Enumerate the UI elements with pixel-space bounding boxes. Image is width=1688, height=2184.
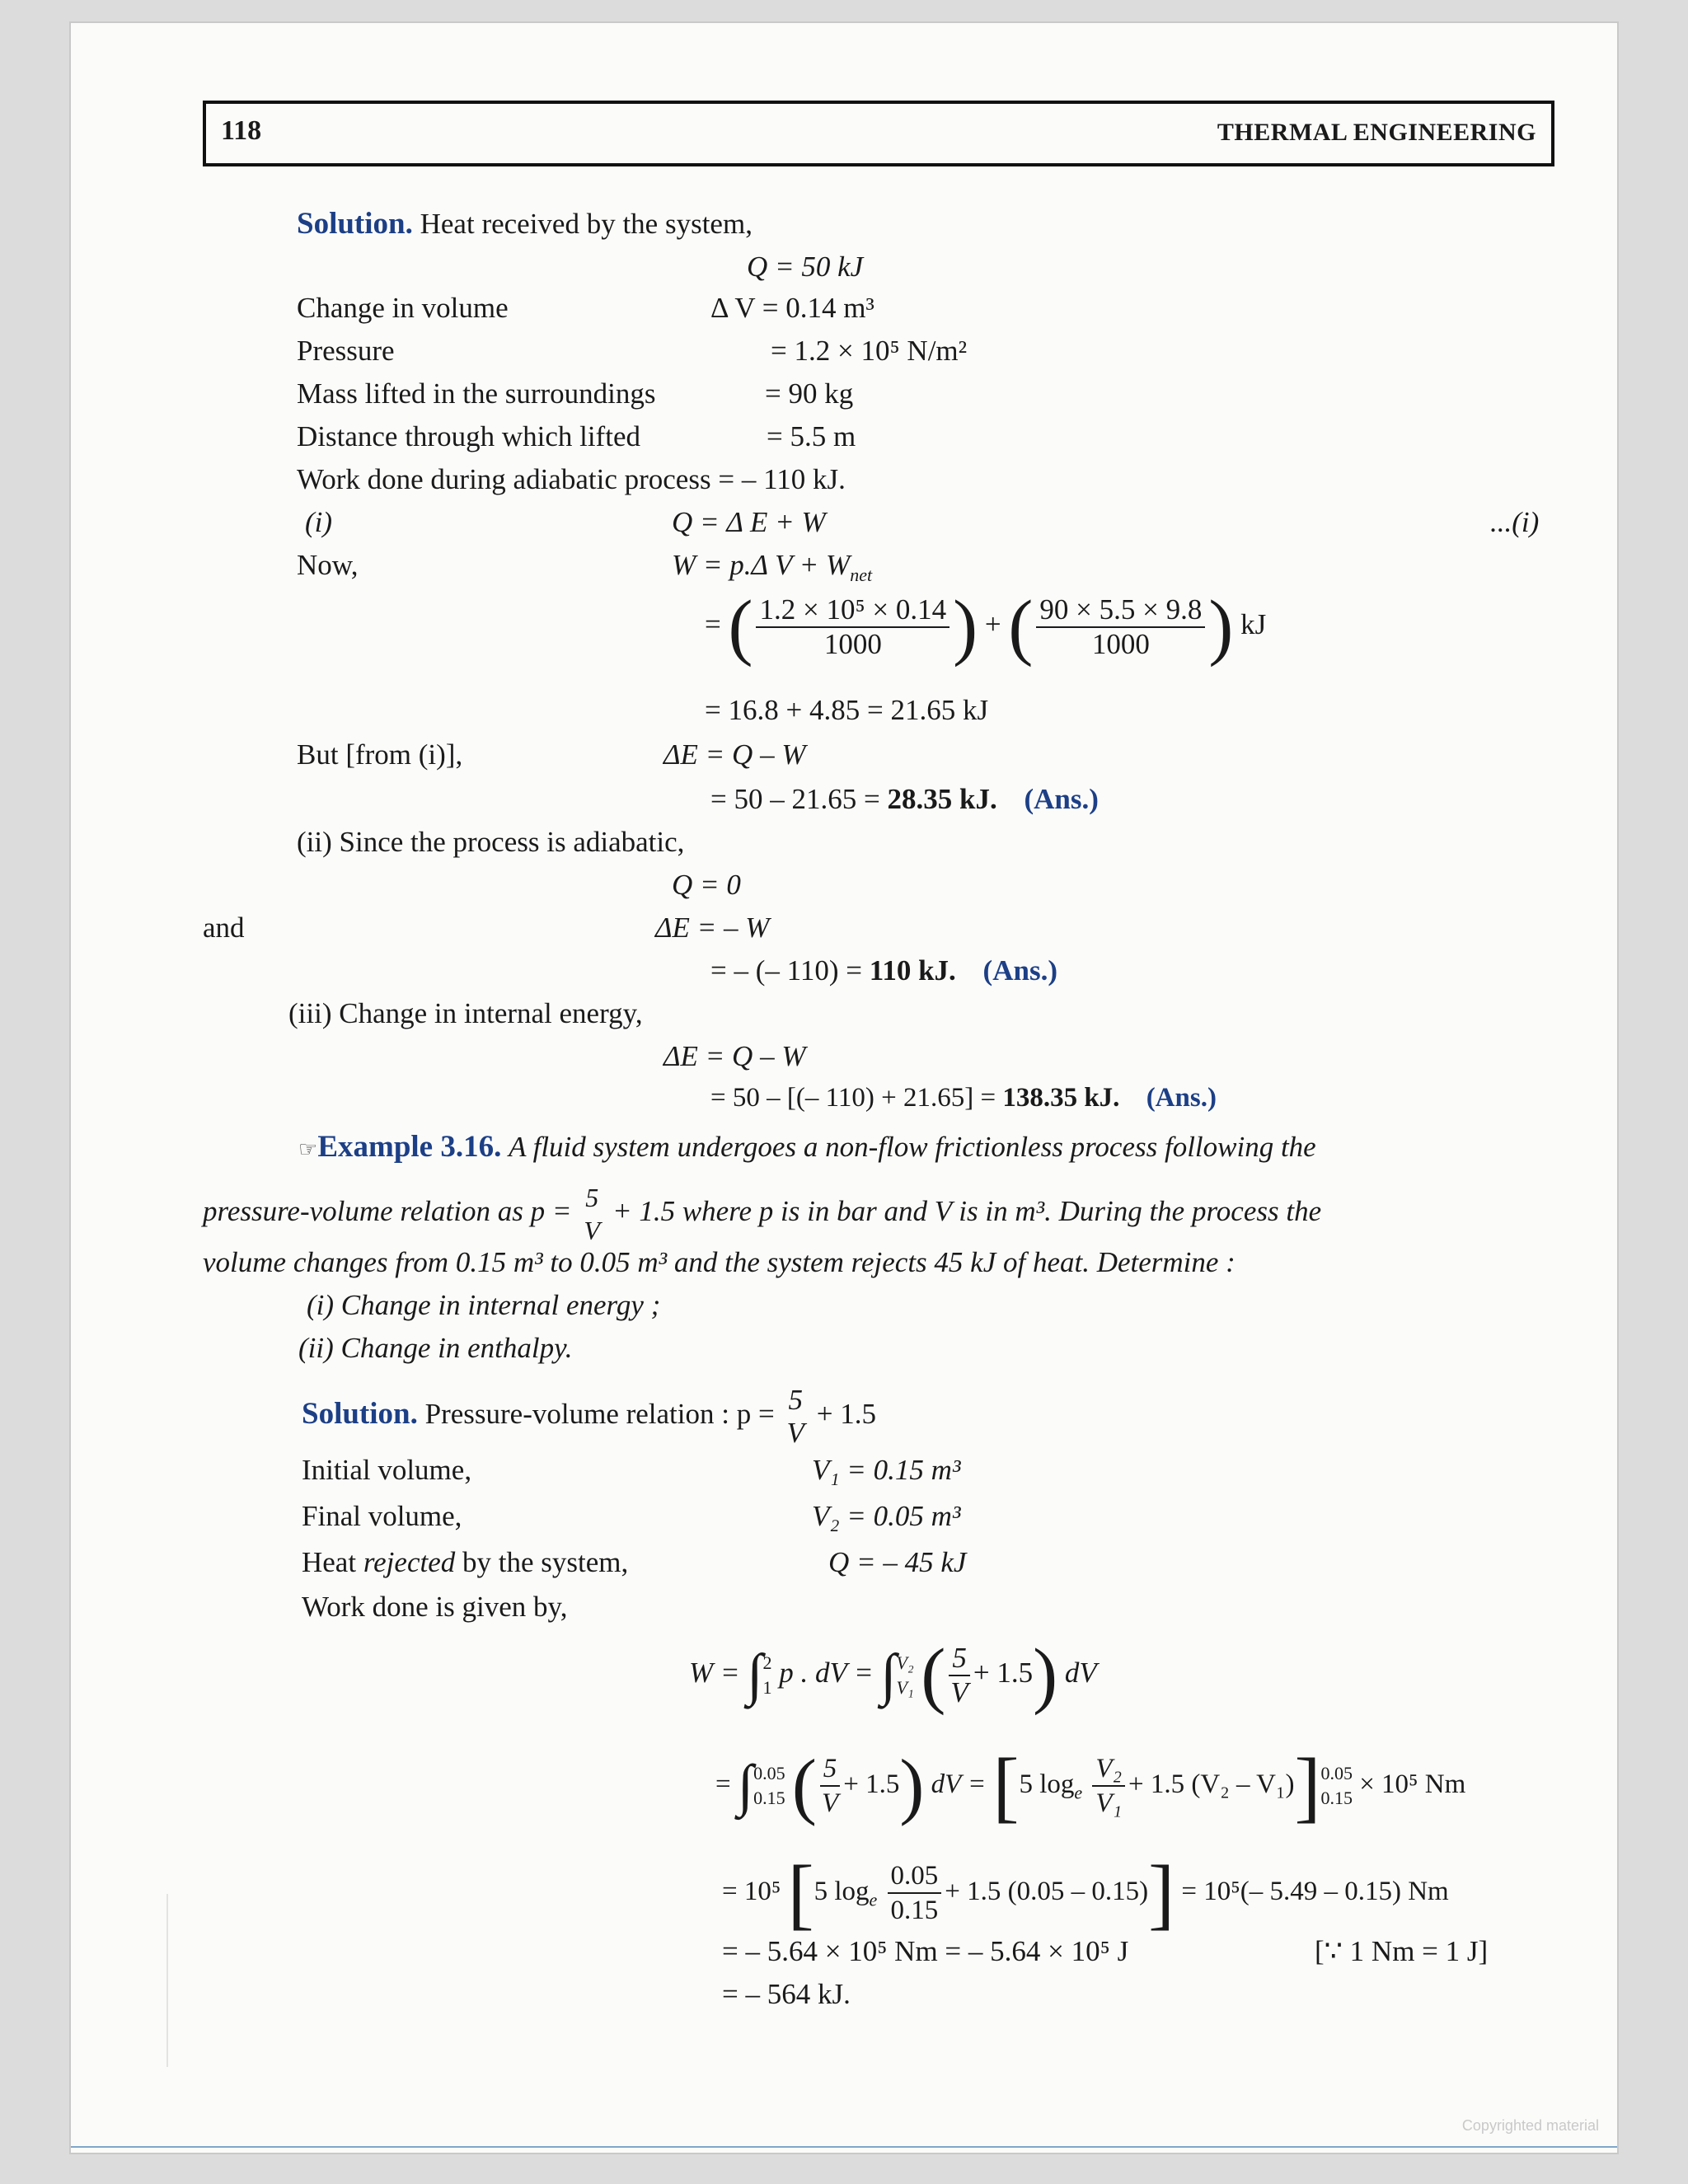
running-header bbox=[203, 101, 1554, 166]
part-i-label: (i) bbox=[305, 506, 333, 538]
answer-value: 28.35 kJ. bbox=[887, 783, 997, 815]
delta-e-result-line: = 50 – 21.65 = 28.35 kJ. (Ans.) bbox=[710, 783, 1099, 815]
now-label: Now, bbox=[297, 549, 359, 581]
w-net-subscript: net bbox=[850, 565, 873, 585]
w-result: = 16.8 + 4.85 = 21.65 kJ bbox=[705, 694, 989, 726]
initial-volume-label: Initial volume, bbox=[302, 1454, 472, 1486]
page-bottom-rule bbox=[71, 2146, 1617, 2148]
intro-text: Heat received by the system, bbox=[420, 208, 753, 240]
q-zero: Q = 0 bbox=[672, 869, 741, 901]
delta-e-ii-result-line: = – (– 110) = 110 kJ. (Ans.) bbox=[710, 954, 1057, 987]
pointing-hand-icon: ☞ bbox=[298, 1137, 318, 1161]
initial-volume-value: V₁ = 0.15 m³ bbox=[812, 1454, 961, 1486]
delta-e-ii-equation: ΔE = – W bbox=[655, 912, 770, 944]
page-margin-mark bbox=[166, 1894, 168, 2067]
example-item-2: (ii) Change in enthalpy. bbox=[298, 1332, 573, 1364]
q-equation: Q = 50 kJ bbox=[747, 251, 864, 283]
watermark: Copyrighted material bbox=[1461, 2117, 1599, 2134]
distance-label: Distance through which lifted bbox=[297, 420, 640, 452]
and-label: and bbox=[203, 912, 245, 944]
work-result-line: = – 5.64 × 10⁵ Nm = – 5.64 × 10⁵ J bbox=[722, 1935, 1129, 1967]
but-label: But [from (i)], bbox=[297, 738, 463, 771]
fraction-2: $\frac{90 \times 5.5 \times 9.8}{1000}$ bbox=[1036, 593, 1205, 661]
part-i-equation: Q = Δ E + W bbox=[672, 506, 826, 538]
solution-2-intro: Solution. Pressure-volume relation : p = 5 V + 1.5 bbox=[302, 1383, 876, 1449]
mass-value: = 90 kg bbox=[765, 377, 854, 410]
part-iii-line: (iii) Change in internal energy, bbox=[288, 997, 643, 1029]
delta-e-equation: ΔE = Q – W bbox=[663, 738, 806, 771]
equation-ref: ...(i) bbox=[1490, 506, 1540, 538]
work-integral-evaluated: = ∫ 0.05 0.15 ( $\frac{5}{V}$ + 1.5) dV = [5 $\log_e$ $\frac{\text{V₂}}{\text{V₁}}$ + 1.5 (V₂ – V₁)] 0.05 0.15 × 10⁵ Nm bbox=[715, 1741, 1466, 1830]
example-text-line-1: A fluid system undergoes a non-flow frictionless process following the bbox=[509, 1131, 1316, 1163]
part-ii-line: (ii) Since the process is adiabatic, bbox=[297, 826, 685, 858]
example-text-line-2: pressure-volume relation as p = 5 V + 1.5 where p is in bar and V is in m³. During the process the bbox=[203, 1182, 1322, 1245]
heat-rejected-label: Heat rejected by the system, bbox=[302, 1546, 629, 1578]
w-fraction-expression: = ( $\frac{\text{1.2 × 10⁵ × 0.14}}{1000}$ ) + ( $\frac{90 \times 5.5 \times 9.8}{1000}$ ) kJ bbox=[705, 585, 1267, 668]
solution-label: Solution. bbox=[302, 1397, 418, 1431]
answer-value: 110 kJ. bbox=[869, 954, 956, 987]
solution-label: Solution. bbox=[297, 207, 413, 241]
heat-rejected-value: Q = – 45 kJ bbox=[828, 1546, 967, 1578]
solution-1-intro bbox=[297, 206, 753, 242]
relation-fraction: 5 V bbox=[786, 1383, 804, 1449]
integral-sign: ∫ bbox=[880, 1643, 897, 1707]
volume-label: Change in volume bbox=[297, 292, 509, 324]
distance-value: = 5.5 m bbox=[767, 420, 856, 452]
page-number: 118 bbox=[221, 115, 262, 146]
final-volume-value: V₂ = 0.05 m³ bbox=[812, 1500, 961, 1532]
fraction-1: $\frac{\text{1.2 × 10⁵ × 0.14}}{1000}$ bbox=[756, 593, 950, 661]
w-equation: W = p.Δ $V + W_{net}$ bbox=[672, 549, 873, 585]
example-heading-line bbox=[298, 1129, 1316, 1168]
pressure-label: Pressure bbox=[297, 335, 395, 367]
delta-e-iii-equation: ΔE = Q – W bbox=[663, 1040, 806, 1072]
answer-label: (Ans.) bbox=[982, 954, 1057, 987]
unit-note: [∵ 1 Nm = 1 J] bbox=[1315, 1935, 1489, 1967]
final-volume-label: Final volume, bbox=[302, 1500, 462, 1532]
example-text-line-3: volume changes from 0.15 m³ to 0.05 m³ and the system rejects 45 kJ of heat. Determine : bbox=[203, 1246, 1236, 1278]
answer-label: (Ans.) bbox=[1024, 783, 1099, 815]
example-item-1: (i) Change in internal energy ; bbox=[307, 1289, 661, 1321]
example-label: Example 3.16. bbox=[317, 1130, 502, 1164]
work-done-label: Work done is given by, bbox=[302, 1591, 568, 1623]
delta-e-iii-result-line: = 50 – [(– 110) + 21.65] = 138.35 kJ. (Ans.) bbox=[710, 1083, 1217, 1113]
answer-value: 138.35 kJ. bbox=[1002, 1083, 1120, 1113]
work-line: Work done during adiabatic process = – 110 kJ. bbox=[297, 463, 846, 495]
work-final-result: = – 564 kJ. bbox=[722, 1978, 851, 2010]
mass-label: Mass lifted in the surroundings bbox=[297, 377, 656, 410]
book-title: THERMAL ENGINEERING bbox=[1217, 119, 1536, 146]
pressure-value: = 1.2 × 10⁵ N/m² bbox=[771, 335, 968, 367]
integral-sign: ∫ bbox=[747, 1643, 763, 1707]
integral-sign: ∫ bbox=[737, 1754, 754, 1818]
example-fraction: 5 V bbox=[584, 1182, 600, 1245]
volume-value: Δ V = 0.14 m³ bbox=[710, 292, 874, 324]
work-numeric-evaluation: = 10⁵ [5 $\log_e$ $\frac{0.05}{0.15}$ + 1.5 (0.05 – 0.15)] = 10⁵(– 5.49 – 0.15) Nm bbox=[722, 1849, 1449, 1938]
answer-label: (Ans.) bbox=[1146, 1083, 1217, 1113]
work-integral-equation: W = ∫ 2 1 p . dV = ∫ V₂ V₁ ( $\frac{5}{V}$ + 1.5) dV bbox=[689, 1633, 1097, 1716]
